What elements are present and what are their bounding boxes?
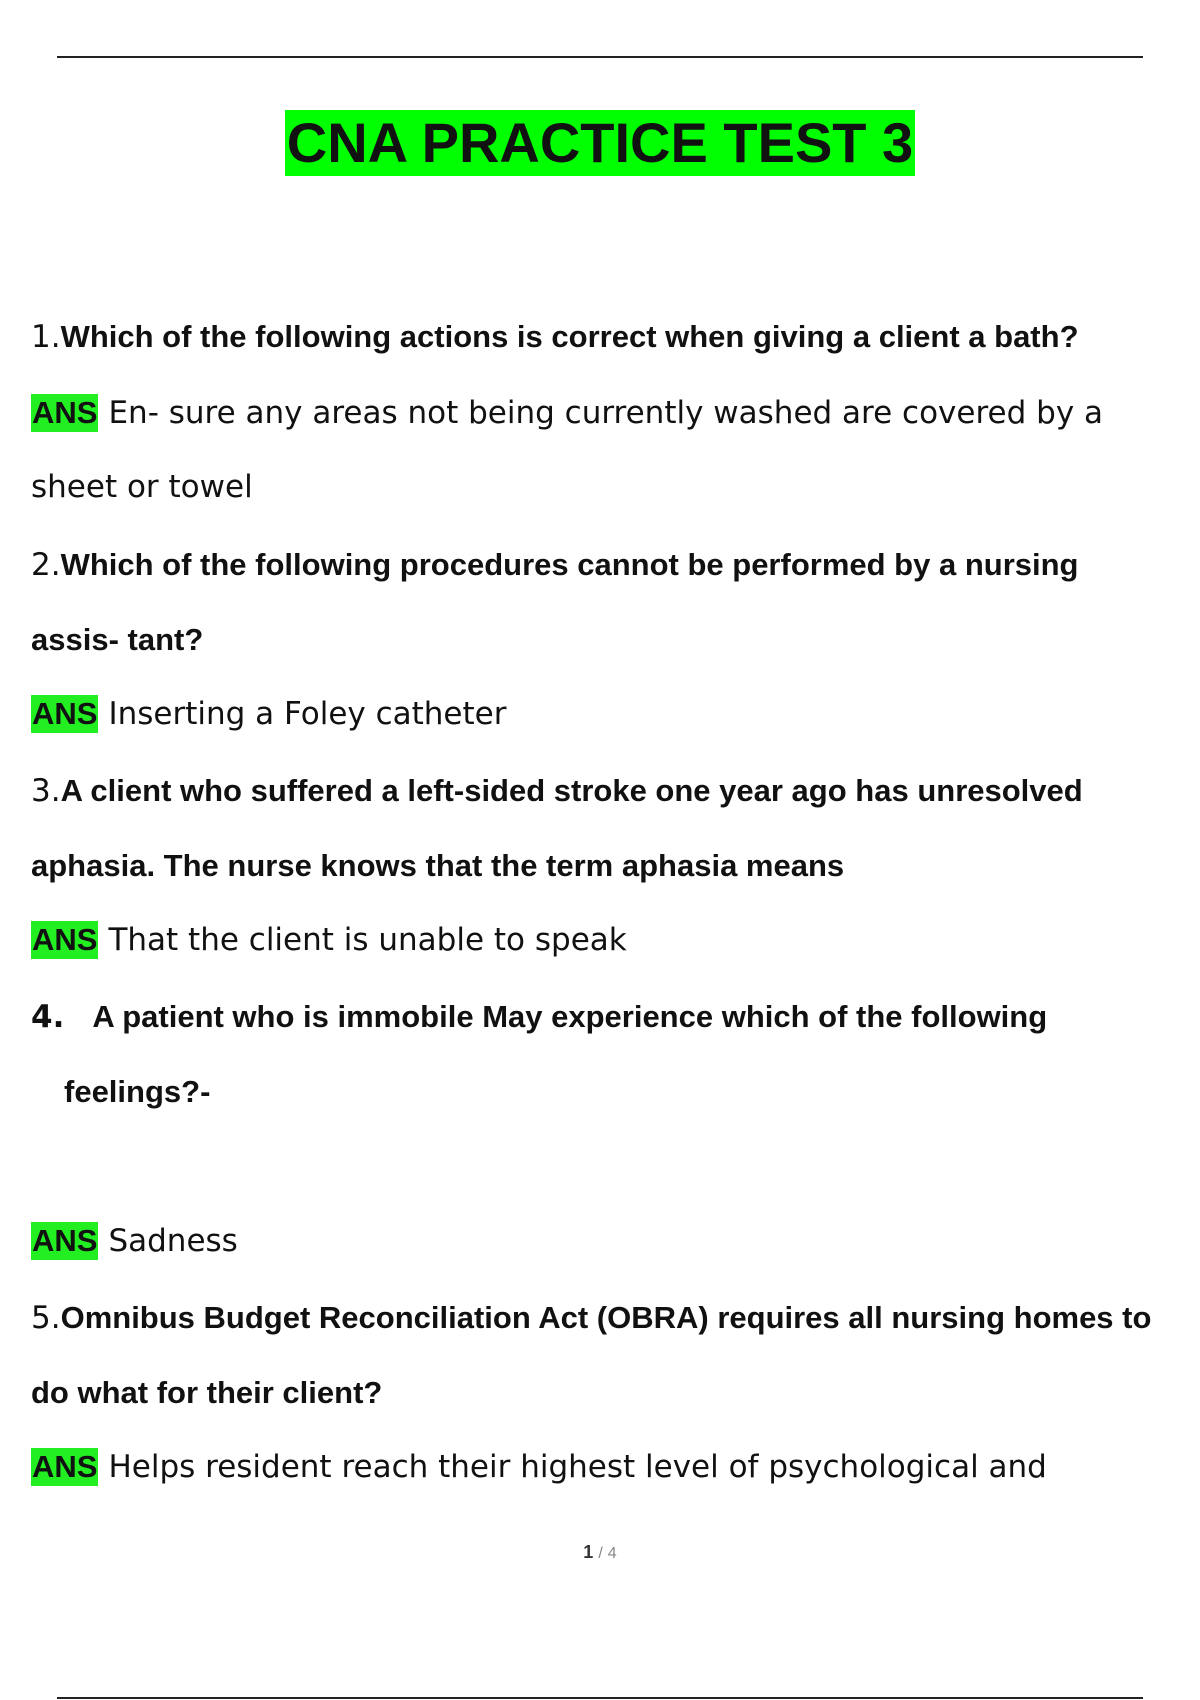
- page-indicator: [0, 1542, 1200, 1563]
- total-pages: 4: [607, 1545, 617, 1562]
- question-text: Omnibus Budget Reconciliation Act (OBRA) requires all nursing homes to: [60, 1300, 1152, 1335]
- question-text: feelings?-: [64, 1074, 211, 1109]
- question-2: [31, 545, 1078, 585]
- question-3: [31, 771, 1083, 811]
- answer-text: Helps resident reach their highest level of psychological and: [108, 1449, 1047, 1485]
- title-container: [0, 110, 1200, 176]
- question-number: 4.: [31, 999, 65, 1035]
- question-text: assis- tant?: [31, 622, 204, 657]
- question-text: Which of the following actions is correct when giving a client a bath?: [60, 319, 1079, 354]
- answer-4: [31, 1221, 238, 1261]
- question-text: Which of the following procedures cannot be performed by a nursing: [60, 547, 1079, 582]
- question-3-continued: [31, 846, 844, 886]
- answer-text: En- sure any areas not being currently washed are covered by a: [108, 395, 1104, 431]
- question-number: 5.: [31, 1300, 61, 1336]
- answer-text: Sadness: [108, 1223, 238, 1259]
- question-text: do what for their client?: [31, 1375, 383, 1410]
- bottom-rule: [57, 1697, 1143, 1699]
- answer-2: [31, 694, 506, 734]
- question-number: 2.: [31, 547, 61, 583]
- question-4-continued: [64, 1072, 210, 1112]
- answer-text: Inserting a Foley catheter: [108, 696, 507, 732]
- question-2-continued: [31, 620, 203, 660]
- question-1: [31, 317, 1079, 357]
- answer-3: [31, 920, 627, 960]
- answer-text: That the client is unable to speak: [108, 922, 627, 958]
- answer-1: [31, 393, 1103, 433]
- current-page: 1: [583, 1542, 594, 1562]
- question-5: [31, 1298, 1151, 1338]
- page-separator: /: [598, 1545, 603, 1562]
- answer-5: [31, 1447, 1047, 1487]
- question-text: A patient who is immobile May experience which of the following: [92, 999, 1048, 1034]
- answer-label: ANS: [32, 922, 98, 957]
- answer-1-continued: [31, 467, 253, 507]
- answer-label: ANS: [32, 395, 98, 430]
- question-number: 1.: [31, 319, 61, 355]
- question-number: 3.: [31, 773, 61, 809]
- answer-text: sheet or towel: [31, 469, 253, 505]
- answer-label: ANS: [32, 696, 98, 731]
- answer-label: ANS: [32, 1449, 98, 1484]
- answer-label: ANS: [32, 1223, 98, 1258]
- question-text: A client who suffered a left-sided stroke one year ago has unresolved: [60, 773, 1083, 808]
- question-text: aphasia. The nurse knows that the term aphasia means: [31, 848, 845, 883]
- question-5-continued: [31, 1373, 382, 1413]
- question-4: [31, 997, 1047, 1037]
- page-title: CNA PRACTICE TEST 3: [286, 111, 914, 174]
- top-rule: [57, 56, 1143, 58]
